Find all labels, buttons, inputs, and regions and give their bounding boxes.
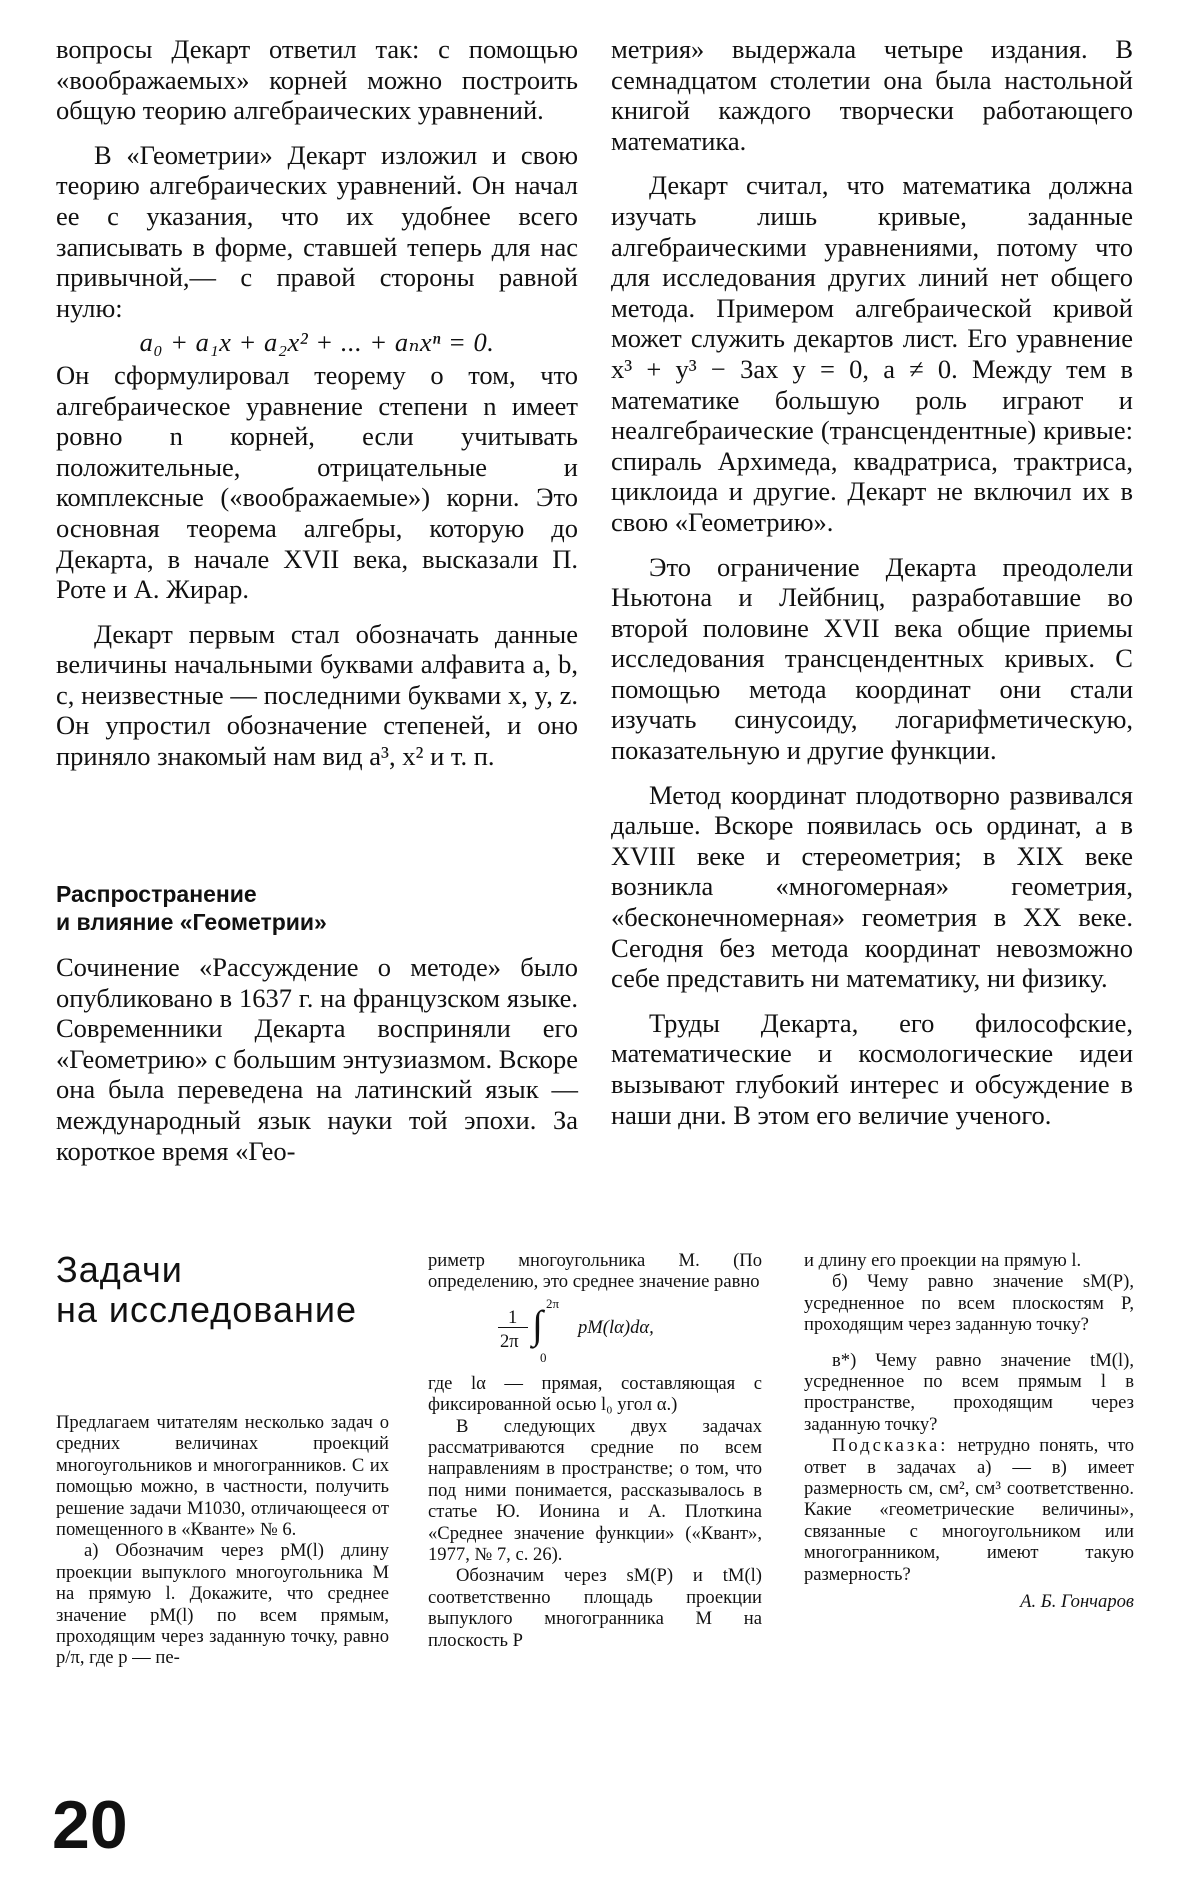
paragraph: где lα — прямая, составляющая с фиксированной осью l₀ угол α.) xyxy=(428,1372,762,1416)
paragraph: Сочинение «Рассуждение о методе» было опубликовано в 1637 г. на французском языке. Современники Декарта восприняли его «Геометрию» с большим энтузиазмом. Вскоре она была переведена на латинский язык — международный язык науки той эпохи. За короткое время «Гео- xyxy=(56,952,578,1166)
fraction-numerator: 1 xyxy=(508,1306,518,1328)
problems-column-1 xyxy=(56,1412,389,1669)
hint-label: Подсказка: xyxy=(832,1435,949,1457)
problem-c: в*) Чему равно значение tM(l), усредненное по всем прямым l в пространстве, проходящим через заданную точку? xyxy=(804,1349,1134,1435)
problems-title xyxy=(56,1250,357,1330)
section-heading-line: и влияние «Геометрии» xyxy=(56,909,327,935)
problems-title-line: Задачи xyxy=(56,1249,183,1290)
author-signature: А. Б. Гончаров xyxy=(1020,1591,1134,1613)
polynomial-formula: a₀ + a₁x + a₂x² + ... + aₙxⁿ = 0. xyxy=(139,327,495,358)
integral-formula xyxy=(428,1297,762,1367)
hint-text: нетрудно понять, что ответ в задачах а) — в) имеет размерность см, см², см³ соответственно. Какие «геометрические величины», связанные с многоугольником или многогранником, имеют такую размерность? xyxy=(804,1435,1134,1585)
paragraph: Он сформулировал теорему о том, что алгебраическое уравнение степени n имеет ровно n корней, если учитывать положительные, отрицательные и комплексные («воображаемые») корни. Это основная теорема алгебры, которую до Декарта, в начале XVII века, высказали П. Роте и А. Жирар. xyxy=(56,359,578,605)
paragraph: Это ограничение Декарта преодолели Ньютона и Лейбниц, разработавшие во второй половине XVII века общие приемы исследования трансцендентных кривых. С помощью метода координат они стали изучать синусоиду, логарифметическую, показательную и другие функции. xyxy=(611,551,1133,766)
paragraph: Предлагаем читателям несколько задач о средних величинах проекций многоугольников и многогранников. С их помощью можно, в частности, получить решение задачи М1030, отличающееся от помещенного в «Кванте» № 6. xyxy=(56,1412,389,1541)
integral-lower-limit: 0 xyxy=(540,1349,547,1365)
fraction-bar xyxy=(498,1327,528,1328)
paragraph: Метод координат плодотворно развивался дальше. Вскоре появилась ось ординат, а в XVIII веке и стереометрия; в XIX веке возникла «многомерная» геометрия, «бесконечномерная» геометрия в XX веке. Сегодня без метода координат невозможно себе представить ни математику, ни физику. xyxy=(611,779,1133,994)
fraction-denominator: 2π xyxy=(500,1330,519,1352)
paragraph: вопросы Декарт ответил так: с помощью «воображаемых» корней можно построить общую теорию алгебраических уравнений. xyxy=(56,34,578,126)
integral-sign: ∫ xyxy=(532,1301,543,1347)
problems-title-line: на исследование xyxy=(56,1289,358,1330)
problem-b: б) Чему равно значение sM(P), усредненное по всем плоскостям P, проходящим через заданную точку? xyxy=(804,1271,1134,1336)
paragraph: Обозначим через sM(P) и tM(l) соответственно площадь проекции выпуклого многогранника M на плоскость P xyxy=(428,1565,762,1651)
problems-column-2 xyxy=(428,1250,762,1651)
section-body xyxy=(56,952,578,1166)
paragraph: Труды Декарта, его философские, математические и космологические идеи вызывают глубокий интерес и обсуждение в наши дни. В этом его величие ученого. xyxy=(611,1007,1133,1130)
paragraph: Декарт первым стал обозначать данные величины начальными буквами алфавита a, b, c, неизвестные — последними буквами x, y, z. Он упростил обозначение степеней, и оно приняло знакомый нам вид a³, x² и т. п. xyxy=(56,618,578,772)
page-number: 20 xyxy=(52,1787,128,1863)
problem-a: а) Обозначим через pM(l) длину проекции выпуклого многоугольника M на прямую l. Докажите, что среднее значение pM(l) по всем прямым, проходящим через заданную точку, равно p/π, где p — пе- xyxy=(56,1540,389,1669)
section-heading xyxy=(56,880,327,936)
problems-column-3 xyxy=(804,1250,1134,1613)
paragraph: риметр многоугольника M. (По определению, это среднее значение равно xyxy=(428,1250,762,1293)
section-heading-line: Распространение xyxy=(56,881,257,907)
paragraph: В следующих двух задачах рассматриваются средние по всем направлениям в пространстве; о том, что под ними понимается, рассказывалось в статье Ю. Ионина и А. Плоткина «Среднее значение функции» («Квант», 1977, № 7, с. 26). xyxy=(428,1415,762,1566)
upper-right-column xyxy=(611,34,1133,1130)
integral-upper-limit: 2π xyxy=(546,1295,560,1311)
paragraph: Декарт считал, что математика должна изучать лишь кривые, заданные алгебраическими уравнениями, потому что для исследования других линий нет общего метода. Примером алгебраической кривой может служить декартов лист. Его уравнение x³ + y³ − 3ax y = 0, a ≠ 0. Между тем в математике большую роль играют и неалгебраические (трансцендентные) кривые: спираль Архимеда, квадратриса, трактриса, циклоида и другие. Декарт не включил их в свою «Геометрию». xyxy=(611,170,1133,537)
paragraph: В «Геометрии» Декарт изложил и свою теорию алгебраических уравнений. Он начал ее с указания, что их удобнее всего записывать в форме, ставшей теперь для нас привычной,— с правой стороны равной нулю: xyxy=(56,139,578,323)
upper-left-column xyxy=(56,34,578,772)
paragraph: и длину его проекции на прямую l. xyxy=(804,1250,1082,1271)
integral-body: pM(lα)dα, xyxy=(578,1316,654,1338)
paragraph: метрия» выдержала четыре издания. В семнадцатом столетии она была настольной книгой каждого творчески работающего математика. xyxy=(611,34,1133,156)
